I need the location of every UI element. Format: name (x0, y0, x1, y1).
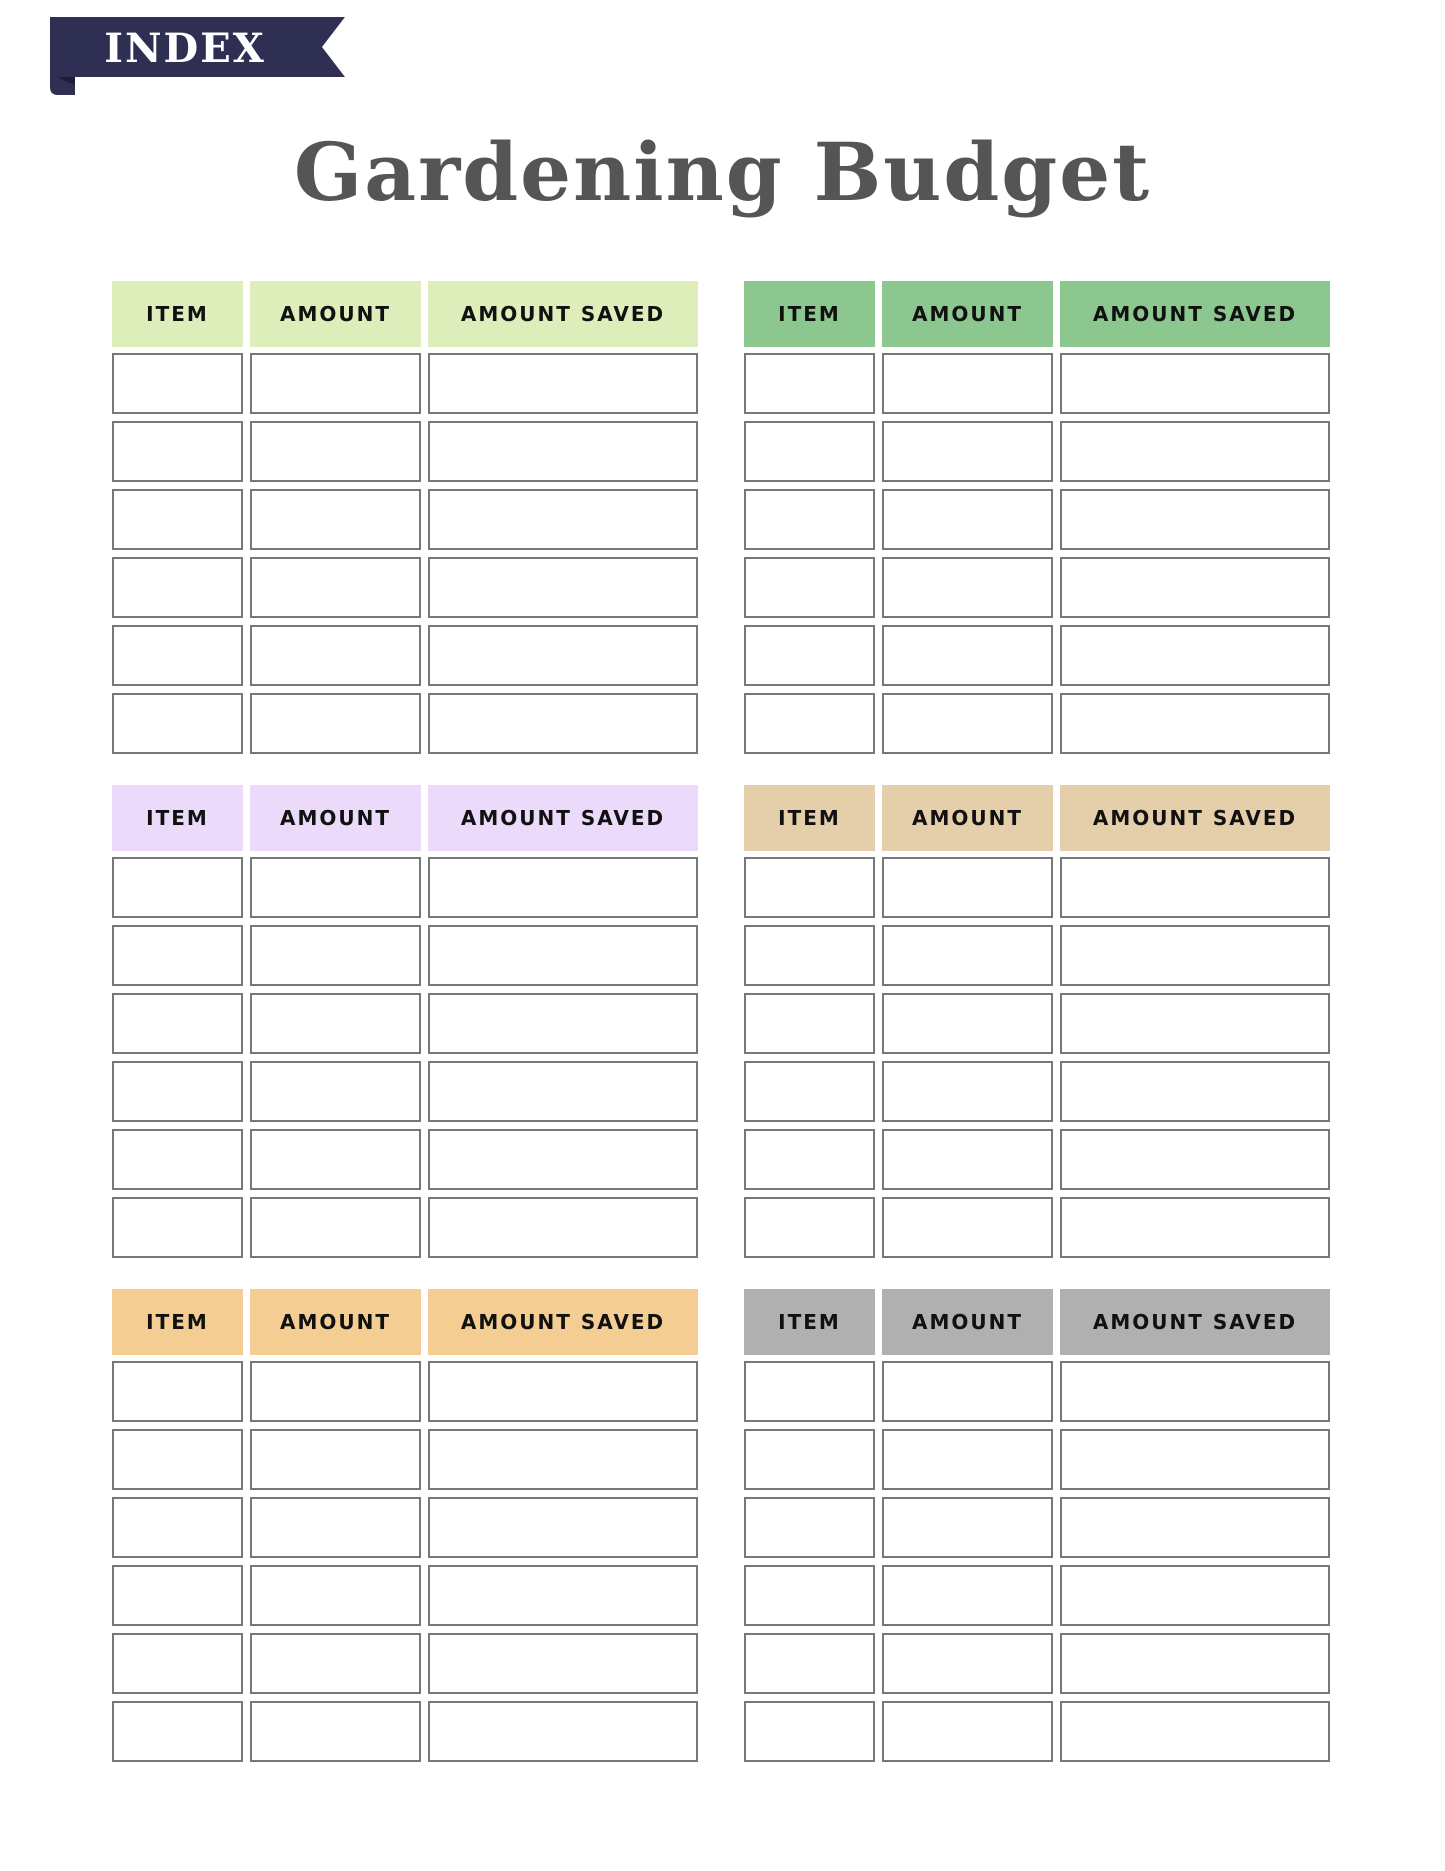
column-header-amount-saved: AMOUNT SAVED (1060, 1289, 1330, 1355)
amount-cell[interactable] (250, 557, 421, 618)
item-cell[interactable] (744, 1497, 875, 1558)
column-header-amount-saved: AMOUNT SAVED (1060, 785, 1330, 851)
amount-cell[interactable] (882, 353, 1053, 414)
table-row (744, 857, 1330, 918)
amount-saved-cell[interactable] (428, 693, 698, 754)
column-header-item: ITEM (744, 785, 875, 851)
column-header-amount: AMOUNT (250, 281, 421, 347)
amount-cell[interactable] (250, 353, 421, 414)
column-header-item: ITEM (112, 281, 243, 347)
item-cell[interactable] (744, 1061, 875, 1122)
amount-cell[interactable] (250, 1361, 421, 1422)
amount-cell[interactable] (882, 1061, 1053, 1122)
table-header-row (744, 785, 1330, 846)
table-header-row (112, 281, 698, 342)
column-header-amount: AMOUNT (882, 281, 1053, 347)
amount-saved-cell[interactable] (428, 557, 698, 618)
amount-saved-cell[interactable] (1060, 353, 1330, 414)
amount-saved-cell[interactable] (1060, 1361, 1330, 1422)
table-row (112, 1701, 698, 1762)
amount-saved-cell[interactable] (428, 489, 698, 550)
amount-cell[interactable] (250, 1429, 421, 1490)
item-cell[interactable] (112, 1565, 243, 1626)
amount-cell[interactable] (250, 1565, 421, 1626)
column-header-amount: AMOUNT (882, 1289, 1053, 1355)
table-row (744, 1429, 1330, 1490)
table-row (112, 557, 698, 618)
amount-cell[interactable] (250, 1129, 421, 1190)
amount-saved-cell[interactable] (428, 993, 698, 1054)
amount-cell[interactable] (882, 1633, 1053, 1694)
item-cell[interactable] (744, 1633, 875, 1694)
amount-cell[interactable] (882, 1497, 1053, 1558)
amount-saved-cell[interactable] (1060, 993, 1330, 1054)
item-cell[interactable] (112, 1497, 243, 1558)
amount-cell[interactable] (882, 1361, 1053, 1422)
amount-saved-cell[interactable] (428, 1429, 698, 1490)
amount-cell[interactable] (882, 857, 1053, 918)
table-row (744, 353, 1330, 414)
amount-saved-cell[interactable] (428, 1129, 698, 1190)
amount-saved-cell[interactable] (1060, 1429, 1330, 1490)
item-cell[interactable] (112, 1361, 243, 1422)
item-cell[interactable] (112, 1061, 243, 1122)
table-row (112, 857, 698, 918)
amount-saved-cell[interactable] (1060, 625, 1330, 686)
amount-saved-cell[interactable] (428, 625, 698, 686)
item-cell[interactable] (112, 421, 243, 482)
table-row (112, 421, 698, 482)
amount-saved-cell[interactable] (428, 1061, 698, 1122)
item-cell[interactable] (744, 1429, 875, 1490)
amount-saved-cell[interactable] (1060, 925, 1330, 986)
table-row (744, 625, 1330, 686)
item-cell[interactable] (744, 489, 875, 550)
table-row (744, 1497, 1330, 1558)
table-row (112, 353, 698, 414)
item-cell[interactable] (744, 1129, 875, 1190)
table-row (744, 1361, 1330, 1422)
amount-saved-cell[interactable] (428, 1497, 698, 1558)
item-cell[interactable] (744, 1197, 875, 1258)
table-row (112, 925, 698, 986)
table-row (744, 489, 1330, 550)
item-cell[interactable] (112, 353, 243, 414)
column-header-amount-saved: AMOUNT SAVED (428, 785, 698, 851)
amount-saved-cell[interactable] (428, 1565, 698, 1626)
column-header-item: ITEM (744, 281, 875, 347)
amount-saved-cell[interactable] (428, 1197, 698, 1258)
column-header-amount: AMOUNT (250, 785, 421, 851)
column-header-item: ITEM (744, 1289, 875, 1355)
item-cell[interactable] (744, 353, 875, 414)
item-cell[interactable] (744, 993, 875, 1054)
amount-saved-cell[interactable] (1060, 1633, 1330, 1694)
amount-cell[interactable] (882, 693, 1053, 754)
column-header-item: ITEM (112, 785, 243, 851)
table-row (744, 557, 1330, 618)
amount-cell[interactable] (882, 489, 1053, 550)
amount-cell[interactable] (882, 925, 1053, 986)
table-row (744, 421, 1330, 482)
amount-cell[interactable] (882, 557, 1053, 618)
amount-cell[interactable] (882, 1701, 1053, 1762)
amount-cell[interactable] (250, 1197, 421, 1258)
item-cell[interactable] (112, 925, 243, 986)
amount-cell[interactable] (250, 693, 421, 754)
amount-saved-cell[interactable] (428, 1633, 698, 1694)
amount-saved-cell[interactable] (428, 1361, 698, 1422)
table-row (112, 1497, 698, 1558)
index-label: INDEX (104, 25, 266, 72)
amount-cell[interactable] (250, 1061, 421, 1122)
amount-cell[interactable] (882, 421, 1053, 482)
table-row (112, 625, 698, 686)
table-row (112, 993, 698, 1054)
amount-cell[interactable] (250, 625, 421, 686)
table-row (112, 1361, 698, 1422)
table-row (744, 925, 1330, 986)
amount-saved-cell[interactable] (428, 353, 698, 414)
column-header-amount-saved: AMOUNT SAVED (428, 281, 698, 347)
item-cell[interactable] (112, 1701, 243, 1762)
table-row (112, 1061, 698, 1122)
table-row (744, 1061, 1330, 1122)
table-row (112, 489, 698, 550)
item-cell[interactable] (112, 993, 243, 1054)
column-header-amount-saved: AMOUNT SAVED (1060, 281, 1330, 347)
amount-cell[interactable] (250, 857, 421, 918)
table-row (744, 1129, 1330, 1190)
item-cell[interactable] (744, 421, 875, 482)
amount-saved-cell[interactable] (1060, 557, 1330, 618)
index-ribbon[interactable] (50, 17, 345, 95)
amount-saved-cell[interactable] (1060, 489, 1330, 550)
amount-saved-cell[interactable] (428, 421, 698, 482)
table-row (744, 1565, 1330, 1626)
item-cell[interactable] (112, 557, 243, 618)
amount-saved-cell[interactable] (1060, 1129, 1330, 1190)
amount-cell[interactable] (882, 1429, 1053, 1490)
item-cell[interactable] (744, 925, 875, 986)
table-row (112, 1633, 698, 1694)
amount-cell[interactable] (250, 993, 421, 1054)
amount-cell[interactable] (882, 1129, 1053, 1190)
item-cell[interactable] (112, 489, 243, 550)
amount-cell[interactable] (882, 993, 1053, 1054)
table-row (112, 1429, 698, 1490)
table-row (112, 1565, 698, 1626)
amount-saved-cell[interactable] (428, 857, 698, 918)
column-header-amount-saved: AMOUNT SAVED (428, 1289, 698, 1355)
amount-cell[interactable] (250, 421, 421, 482)
table-header-row (112, 1289, 698, 1350)
amount-saved-cell[interactable] (428, 1701, 698, 1762)
page-title: Gardening Budget (293, 125, 1152, 219)
table-row (744, 1197, 1330, 1258)
amount-cell[interactable] (250, 1701, 421, 1762)
amount-saved-cell[interactable] (1060, 1497, 1330, 1558)
amount-cell[interactable] (882, 1197, 1053, 1258)
item-cell[interactable] (112, 625, 243, 686)
item-cell[interactable] (744, 1361, 875, 1422)
amount-cell[interactable] (250, 489, 421, 550)
amount-cell[interactable] (882, 1565, 1053, 1626)
amount-saved-cell[interactable] (1060, 693, 1330, 754)
item-cell[interactable] (744, 857, 875, 918)
item-cell[interactable] (112, 857, 243, 918)
item-cell[interactable] (112, 1197, 243, 1258)
amount-saved-cell[interactable] (1060, 421, 1330, 482)
item-cell[interactable] (112, 1633, 243, 1694)
table-header-row (744, 281, 1330, 342)
amount-saved-cell[interactable] (1060, 1565, 1330, 1626)
table-row (112, 693, 698, 754)
column-header-amount: AMOUNT (250, 1289, 421, 1355)
table-header-row (744, 1289, 1330, 1350)
item-cell[interactable] (112, 1429, 243, 1490)
column-header-amount: AMOUNT (882, 785, 1053, 851)
amount-saved-cell[interactable] (428, 925, 698, 986)
amount-saved-cell[interactable] (1060, 1061, 1330, 1122)
item-cell[interactable] (744, 693, 875, 754)
amount-cell[interactable] (250, 925, 421, 986)
amount-saved-cell[interactable] (1060, 857, 1330, 918)
amount-cell[interactable] (250, 1497, 421, 1558)
table-row (744, 993, 1330, 1054)
table-header-row (112, 785, 698, 846)
amount-cell[interactable] (250, 1633, 421, 1694)
item-cell[interactable] (744, 557, 875, 618)
table-row (112, 1197, 698, 1258)
amount-saved-cell[interactable] (1060, 1197, 1330, 1258)
table-row (744, 1701, 1330, 1762)
item-cell[interactable] (744, 1565, 875, 1626)
item-cell[interactable] (744, 1701, 875, 1762)
column-header-item: ITEM (112, 1289, 243, 1355)
table-row (744, 693, 1330, 754)
table-row (744, 1633, 1330, 1694)
table-row (112, 1129, 698, 1190)
amount-saved-cell[interactable] (1060, 1701, 1330, 1762)
item-cell[interactable] (112, 1129, 243, 1190)
item-cell[interactable] (744, 625, 875, 686)
amount-cell[interactable] (882, 625, 1053, 686)
item-cell[interactable] (112, 693, 243, 754)
